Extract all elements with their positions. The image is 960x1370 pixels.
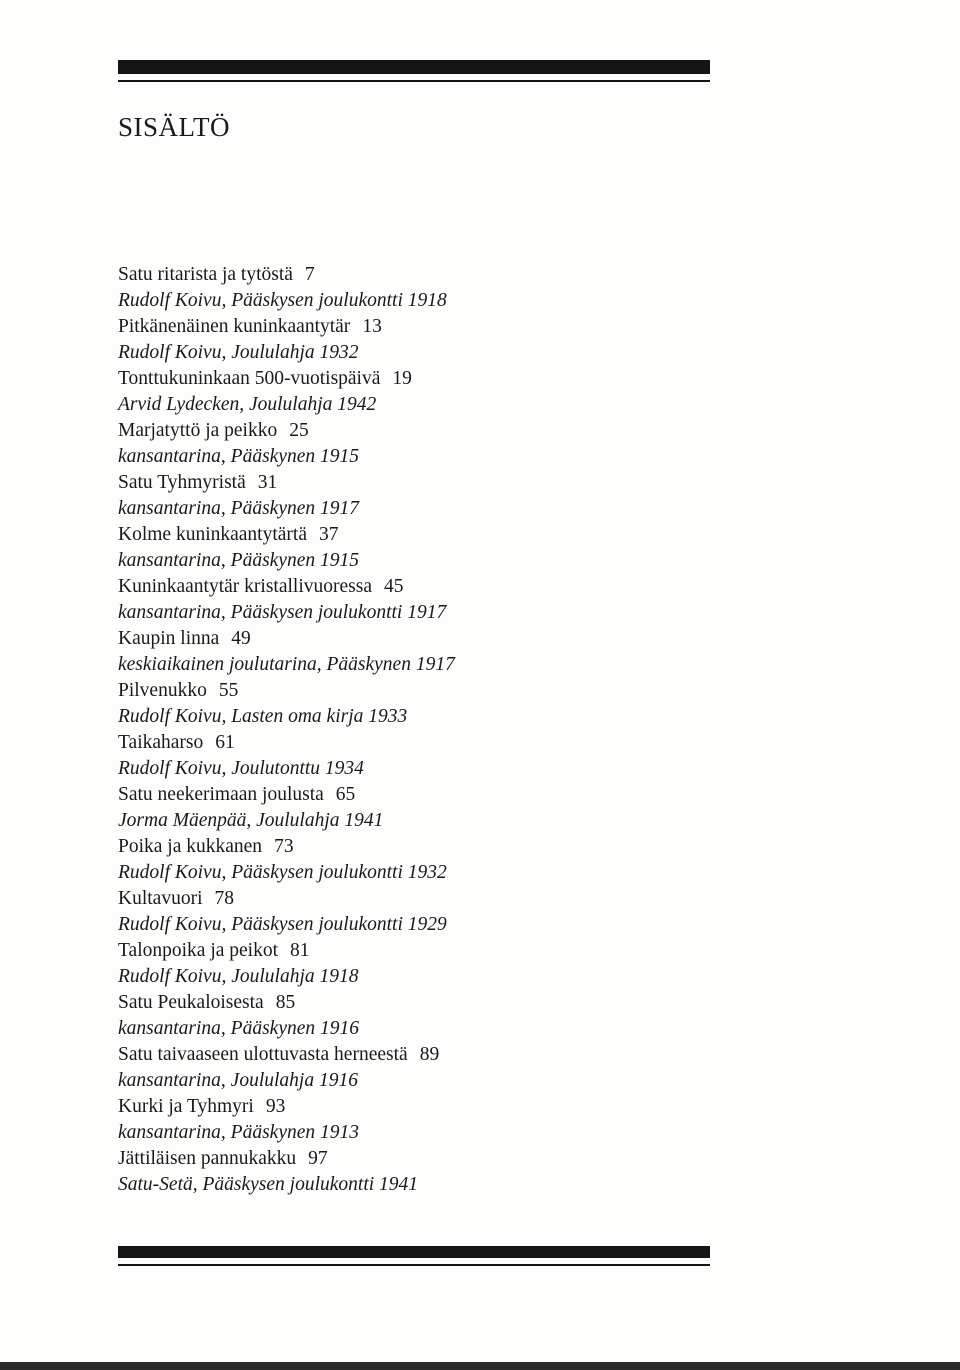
entry-page-number: 78 — [214, 888, 234, 909]
toc-entry — [118, 678, 718, 730]
page-title: SISÄLTÖ — [118, 112, 231, 142]
entry-page-number: 25 — [289, 420, 309, 441]
entry-title-line — [118, 782, 718, 808]
entry-title-line — [118, 834, 718, 860]
toc-entry — [118, 730, 718, 782]
entry-title: Poika ja kukkanen — [118, 836, 263, 857]
toc-entry — [118, 990, 718, 1042]
entry-title: Taikaharso — [118, 732, 204, 753]
entry-source: kansantarina, Pääskynen 1913 — [118, 1122, 360, 1143]
entry-title: Talonpoika ja peikot — [118, 940, 279, 961]
table-of-contents — [118, 262, 718, 1198]
toc-entry — [118, 1042, 718, 1094]
page-edge — [0, 1362, 960, 1370]
entry-title-line — [118, 1042, 718, 1068]
entry-page-number: 45 — [383, 576, 404, 597]
entry-page-number: 55 — [218, 680, 239, 701]
entry-source: keskiaikainen joulutarina, Pääskynen 1917 — [118, 654, 455, 675]
entry-title: Satu neekerimaan joulusta — [118, 784, 324, 805]
entry-title-line — [118, 470, 718, 496]
toc-entry — [118, 1146, 718, 1198]
entry-page-number: 81 — [290, 940, 310, 961]
toc-entry — [118, 314, 718, 366]
entry-source: kansantarina, Pääskynen 1915 — [118, 446, 360, 467]
entry-title: Kaupin linna — [118, 628, 220, 649]
entry-source: Jorma Mäenpää, Joululahja 1941 — [118, 810, 384, 831]
toc-entry — [118, 938, 718, 990]
entry-source: Rudolf Koivu, Joululahja 1932 — [118, 342, 359, 363]
entry-title-line — [118, 990, 718, 1016]
entry-title-line — [118, 522, 718, 548]
entry-title-line — [118, 314, 718, 340]
entry-source: kansantarina, Joululahja 1916 — [118, 1070, 358, 1091]
bottom-rule-thin — [118, 1264, 710, 1266]
entry-page-number: 73 — [274, 836, 294, 857]
entry-source: kansantarina, Pääskysen joulukontti 1917 — [118, 602, 447, 623]
entry-title: Kuninkaantytär kristallivuoressa — [118, 576, 372, 597]
entry-source: kansantarina, Pääskynen 1916 — [118, 1018, 360, 1039]
entry-title: Kultavuori — [118, 888, 203, 909]
entry-title-line — [118, 886, 718, 912]
entry-title-line — [118, 730, 718, 756]
entry-source: Satu-Setä, Pääskysen joulukontti 1941 — [118, 1174, 419, 1195]
entry-source: Rudolf Koivu, Joulutonttu 1934 — [118, 758, 364, 779]
toc-entry — [118, 470, 718, 522]
entry-page-number: 7 — [304, 264, 315, 285]
toc-entry — [118, 626, 718, 678]
entry-source: kansantarina, Pääskynen 1915 — [118, 550, 360, 571]
entry-page-number: 93 — [265, 1096, 286, 1117]
entry-page-number: 65 — [335, 784, 356, 805]
top-rule-thick — [118, 60, 710, 74]
entry-source: Rudolf Koivu, Pääskysen joulukontti 1918 — [118, 290, 447, 311]
entry-source: Arvid Lydecken, Joululahja 1942 — [118, 394, 377, 415]
entry-title-line — [118, 366, 718, 392]
entry-title: Tonttukuninkaan 500-vuotispäivä — [118, 368, 381, 389]
entry-title: Satu ritarista ja tytöstä — [118, 264, 293, 285]
entry-page-number: 49 — [231, 628, 251, 649]
entry-source: Rudolf Koivu, Pääskysen joulukontti 1929 — [118, 914, 447, 935]
entry-title: Jättiläisen pannukakku — [118, 1148, 297, 1169]
toc-entry — [118, 262, 718, 314]
entry-source: Rudolf Koivu, Lasten oma kirja 1933 — [118, 706, 408, 727]
entry-title-line — [118, 1146, 718, 1172]
entry-title-line — [118, 262, 718, 288]
entry-page-number: 37 — [318, 524, 339, 545]
top-rule-thin — [118, 80, 710, 82]
entry-title-line — [118, 626, 718, 652]
entry-page-number: 89 — [419, 1044, 440, 1065]
entry-title: Satu Tyhmyristä — [118, 472, 246, 493]
entry-title-line — [118, 1094, 718, 1120]
entry-title: Kurki ja Tyhmyri — [118, 1096, 254, 1117]
entry-title-line — [118, 574, 718, 600]
entry-source: Rudolf Koivu, Pääskysen joulukontti 1932 — [118, 862, 447, 883]
toc-entry — [118, 782, 718, 834]
entry-title: Satu taivaaseen ulottuvasta herneestä — [118, 1044, 408, 1065]
entry-title-line — [118, 938, 718, 964]
entry-title: Satu Peukaloisesta — [118, 992, 264, 1013]
entry-title: Pilvenukko — [118, 680, 207, 701]
toc-entry — [118, 366, 718, 418]
entry-source: kansantarina, Pääskynen 1917 — [118, 498, 360, 519]
entry-title: Kolme kuninkaantytärtä — [118, 524, 307, 545]
entry-title: Marjatyttö ja peikko — [118, 420, 278, 441]
entry-page-number: 85 — [275, 992, 296, 1013]
toc-entry — [118, 886, 718, 938]
entry-title-line — [118, 418, 718, 444]
entry-page-number: 13 — [362, 316, 382, 337]
entry-page-number: 97 — [308, 1148, 328, 1169]
entry-page-number: 31 — [257, 472, 278, 493]
toc-entry — [118, 574, 718, 626]
entry-source: Rudolf Koivu, Joululahja 1918 — [118, 966, 359, 987]
entry-page-number: 61 — [215, 732, 235, 753]
entry-title: Pitkänenäinen kuninkaantytär — [118, 316, 351, 337]
toc-entry — [118, 834, 718, 886]
entry-title-line — [118, 678, 718, 704]
entry-page-number: 19 — [392, 368, 412, 389]
toc-entry — [118, 522, 718, 574]
toc-entry — [118, 1094, 718, 1146]
bottom-rule-thick — [118, 1246, 710, 1258]
toc-entry — [118, 418, 718, 470]
